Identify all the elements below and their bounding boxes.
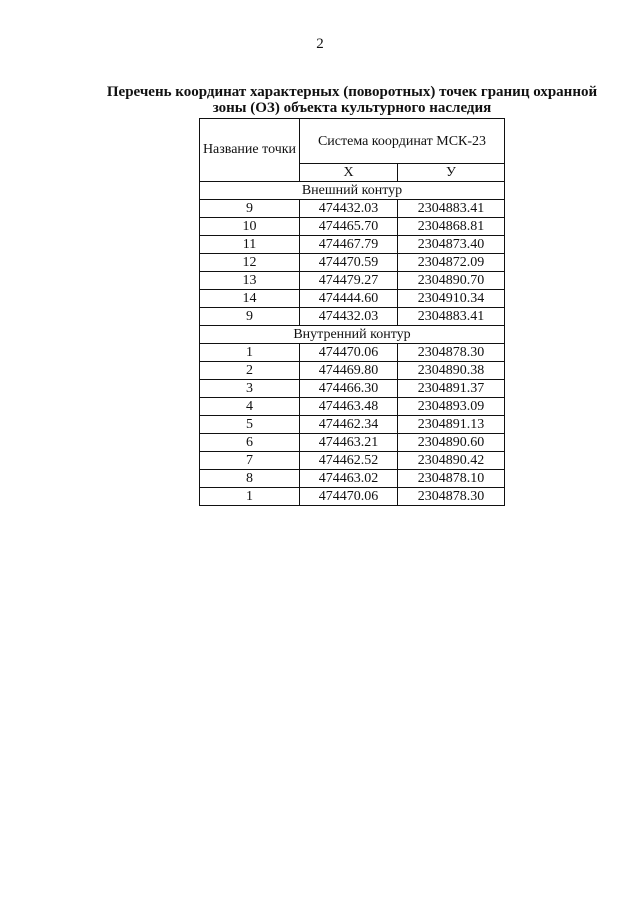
x-coordinate-cell: 474462.52 — [300, 452, 398, 470]
table-row — [200, 434, 505, 452]
point-name-cell: 1 — [200, 344, 300, 362]
x-coordinate-cell: 474462.34 — [300, 416, 398, 434]
point-name-cell: 11 — [200, 236, 300, 254]
table-row — [200, 452, 505, 470]
point-name-cell: 8 — [200, 470, 300, 488]
y-coordinate-cell: 2304891.37 — [398, 380, 505, 398]
table-row — [200, 470, 505, 488]
y-coordinate-cell: 2304868.81 — [398, 218, 505, 236]
table-row — [200, 236, 505, 254]
point-name-cell: 12 — [200, 254, 300, 272]
table-body — [200, 182, 505, 506]
x-coordinate-cell: 474469.80 — [300, 362, 398, 380]
table-row — [200, 398, 505, 416]
point-name-cell: 6 — [200, 434, 300, 452]
point-name-cell: 9 — [200, 200, 300, 218]
x-coordinate-cell: 474465.70 — [300, 218, 398, 236]
point-name-cell: 7 — [200, 452, 300, 470]
x-coordinate-cell: 474479.27 — [300, 272, 398, 290]
point-name-cell: 3 — [200, 380, 300, 398]
table-row — [200, 344, 505, 362]
point-name-cell: 13 — [200, 272, 300, 290]
section-row — [200, 326, 505, 344]
point-name-cell: 9 — [200, 308, 300, 326]
x-coordinate-cell: 474466.30 — [300, 380, 398, 398]
x-coordinate-cell: 474467.79 — [300, 236, 398, 254]
y-coordinate-cell: 2304872.09 — [398, 254, 505, 272]
y-coordinate-cell: 2304890.42 — [398, 452, 505, 470]
y-coordinate-cell: 2304891.13 — [398, 416, 505, 434]
y-coordinate-cell: 2304878.30 — [398, 488, 505, 506]
document-title: Перечень координат характерных (поворотных) точек границ охранной зоны (ОЗ) объекта культурного наследия — [106, 84, 598, 116]
x-coordinate-cell: 474432.03 — [300, 200, 398, 218]
x-coordinate-cell: 474444.60 — [300, 290, 398, 308]
table-row — [200, 200, 505, 218]
y-coordinate-cell: 2304890.70 — [398, 272, 505, 290]
y-coordinate-cell: 2304890.60 — [398, 434, 505, 452]
x-coordinate-cell: 474470.06 — [300, 488, 398, 506]
y-coordinate-cell: 2304893.09 — [398, 398, 505, 416]
x-coordinate-cell: 474470.59 — [300, 254, 398, 272]
table-row — [200, 416, 505, 434]
point-name-cell: 2 — [200, 362, 300, 380]
section-row — [200, 182, 505, 200]
header-point-name: Название точки — [200, 119, 300, 182]
header-coordinate-system: Система координат МСК-23 — [300, 119, 505, 164]
point-name-cell: 10 — [200, 218, 300, 236]
x-coordinate-cell: 474463.02 — [300, 470, 398, 488]
section-label: Внешний контур — [200, 182, 505, 200]
y-coordinate-cell: 2304878.30 — [398, 344, 505, 362]
table-row — [200, 254, 505, 272]
header-y: У — [398, 164, 505, 182]
point-name-cell: 5 — [200, 416, 300, 434]
x-coordinate-cell: 474432.03 — [300, 308, 398, 326]
point-name-cell: 4 — [200, 398, 300, 416]
y-coordinate-cell: 2304873.40 — [398, 236, 505, 254]
y-coordinate-cell: 2304890.38 — [398, 362, 505, 380]
point-name-cell: 14 — [200, 290, 300, 308]
table-row — [200, 362, 505, 380]
section-label: Внутренний контур — [200, 326, 505, 344]
table-row — [200, 308, 505, 326]
y-coordinate-cell: 2304883.41 — [398, 308, 505, 326]
table-row — [200, 272, 505, 290]
x-coordinate-cell: 474463.48 — [300, 398, 398, 416]
header-x: X — [300, 164, 398, 182]
y-coordinate-cell: 2304878.10 — [398, 470, 505, 488]
table-row — [200, 218, 505, 236]
page-number: 2 — [316, 36, 324, 52]
table-row — [200, 380, 505, 398]
y-coordinate-cell: 2304910.34 — [398, 290, 505, 308]
table-row — [200, 488, 505, 506]
x-coordinate-cell: 474463.21 — [300, 434, 398, 452]
x-coordinate-cell: 474470.06 — [300, 344, 398, 362]
coordinates-table — [199, 118, 505, 506]
point-name-cell: 1 — [200, 488, 300, 506]
y-coordinate-cell: 2304883.41 — [398, 200, 505, 218]
table-row — [200, 290, 505, 308]
